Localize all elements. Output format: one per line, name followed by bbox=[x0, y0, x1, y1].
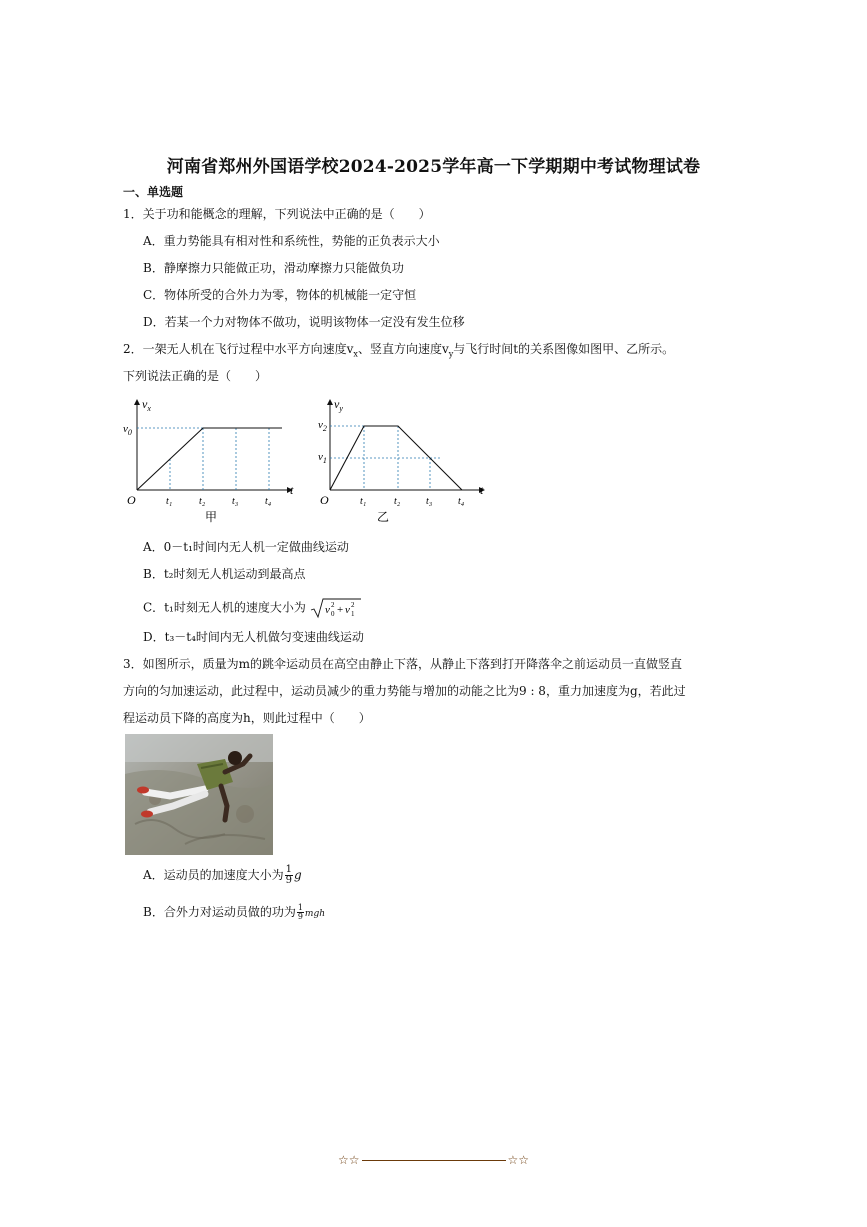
q3-stem-line1: 3．如图所示，质量为m的跳伞运动员在高空由静止下落，从静止下落到打开降落伞之前运动员一直做竖直 bbox=[123, 657, 683, 671]
tick-t4: t₄ bbox=[265, 496, 272, 507]
footer-stars-left: ☆☆ bbox=[337, 1153, 360, 1167]
svg-text:+: + bbox=[336, 604, 343, 616]
graph-caption: 乙 bbox=[377, 510, 390, 524]
origin-label: O bbox=[320, 493, 329, 507]
tick-t3: t₃ bbox=[232, 496, 239, 507]
tick-t1: t₁ bbox=[166, 496, 173, 507]
svg-text:2: 2 bbox=[350, 601, 355, 609]
graph-caption: 甲 bbox=[205, 510, 218, 524]
skydiver-photo bbox=[125, 734, 273, 855]
q3-option-a[interactable]: A．运动员的加速度大小为 $\frac{1}{9}$ g bbox=[143, 864, 302, 886]
origin-label: O bbox=[127, 493, 136, 507]
q2-option-d[interactable]: D．t₃－t₄时间内无人机做匀变速曲线运动 bbox=[143, 630, 364, 644]
y-label: $v_y$ bbox=[334, 397, 343, 413]
q2-option-a[interactable]: A．0－t₁时间内无人机一定做曲线运动 bbox=[143, 540, 349, 554]
graph-vy-t bbox=[312, 396, 492, 528]
q1-option-b[interactable]: B．静摩擦力只能做正功，滑动摩擦力只能做负功 bbox=[143, 261, 404, 275]
tick-t2: t₂ bbox=[394, 496, 401, 507]
page-footer bbox=[0, 1153, 867, 1167]
q2-option-c[interactable]: C．t₁时刻无人机的速度大小为 v 0 2 + v 1 2 bbox=[143, 597, 362, 619]
q1-stem: 1．关于功和能概念的理解，下列说法中正确的是（ ） bbox=[123, 207, 431, 221]
svg-text:0: 0 bbox=[330, 610, 335, 618]
q2-stem-line2: 下列说法正确的是（ ） bbox=[123, 369, 268, 383]
footer-divider bbox=[362, 1160, 506, 1161]
q2-option-b[interactable]: B．t₂时刻无人机运动到最高点 bbox=[143, 567, 306, 581]
page-title: 河南省郑州外国语学校2024-2025学年高一下学期期中考试物理试卷 bbox=[166, 157, 701, 177]
vx-curve bbox=[137, 428, 282, 490]
q2-stem-line1: 2．一架无人机在飞行过程中水平方向速度$v_x$、竖直方向速度$v_y$与飞行时间t的关系图像如图甲、乙所示。 bbox=[123, 342, 675, 359]
svg-text:1: 1 bbox=[350, 610, 355, 618]
q1-option-d[interactable]: D．若某一个力对物体不做功，说明该物体一定没有发生位移 bbox=[143, 315, 465, 329]
q3-stem-line2: 方向的匀加速运动，此过程中，运动员减少的重力势能与增加的动能之比为9 : 8，重力加速度为g，若此过 bbox=[123, 684, 686, 698]
tick-t2: t₂ bbox=[199, 496, 206, 507]
section-heading: 一、单选题 bbox=[123, 185, 184, 199]
svg-text:v: v bbox=[344, 604, 350, 616]
y-label: $v_x$ bbox=[142, 397, 151, 413]
q1-option-c[interactable]: C．物体所受的合外力为零，物体的机械能一定守恒 bbox=[143, 288, 417, 302]
x-label: t bbox=[480, 483, 484, 497]
svg-text:2: 2 bbox=[330, 601, 335, 609]
tick-t1: t₁ bbox=[360, 496, 367, 507]
tick-t4: t₄ bbox=[458, 496, 465, 507]
tick-t3: t₃ bbox=[426, 496, 433, 507]
fraction: $\frac{1}{9}$ bbox=[297, 903, 303, 921]
svg-text:v: v bbox=[324, 604, 330, 616]
v0-label: $v_0$ bbox=[123, 423, 132, 437]
fraction: $\frac{1}{9}$ bbox=[285, 864, 293, 886]
v2-label: $v_2$ bbox=[318, 419, 327, 433]
q2-stem-sub-y: y bbox=[448, 349, 454, 359]
x-label: t bbox=[290, 483, 294, 497]
footer-stars-right: ☆☆ bbox=[507, 1153, 530, 1167]
q2-stem-sub-x: x bbox=[353, 349, 358, 359]
v1-label: $v_1$ bbox=[318, 451, 327, 465]
q1-option-a[interactable]: A．重力势能具有相对性和系统性，势能的正负表示大小 bbox=[143, 234, 440, 248]
q3-option-b[interactable]: B．合外力对运动员做的功为 $\frac{1}{9}$ mgh bbox=[143, 903, 326, 921]
graph-vx-t bbox=[120, 396, 305, 528]
sqrt-expression bbox=[310, 597, 362, 619]
q3-stem-line3: 程运动员下降的高度为h，则此过程中（ ） bbox=[123, 711, 371, 725]
